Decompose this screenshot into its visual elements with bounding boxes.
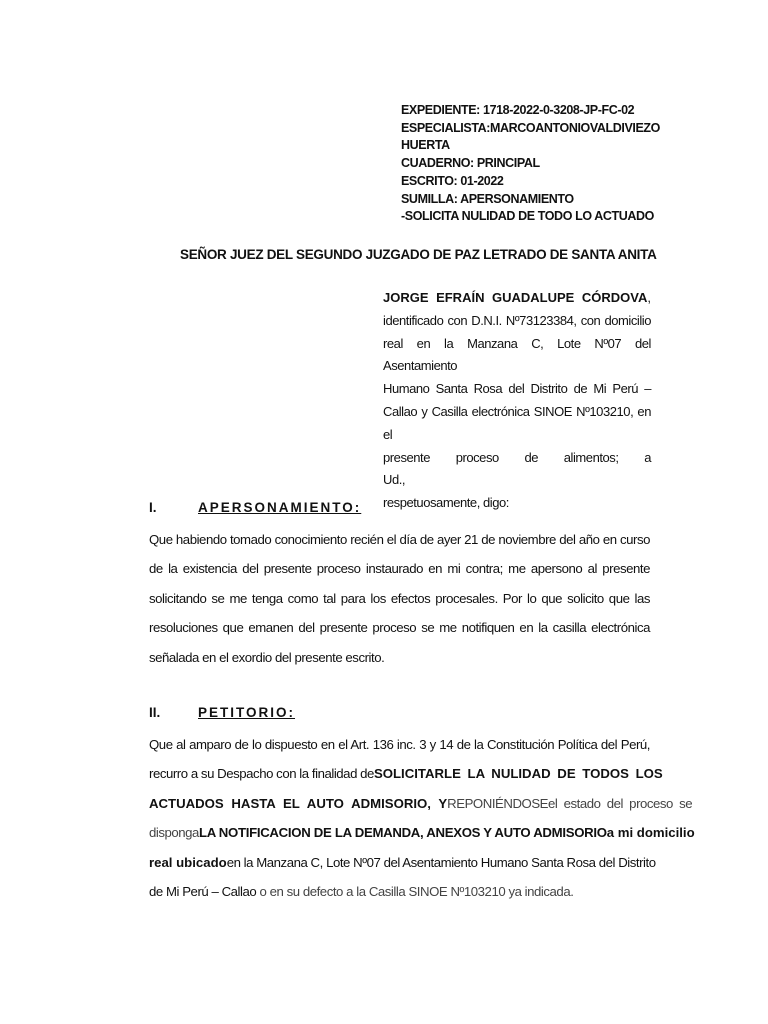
section-2-text: de Mi Perú – Callao: [149, 884, 257, 900]
section-2-text: Que al amparo de lo dispuesto en el Art. 136 inc. 3 y 14 de la Constitución Política del Perú,: [149, 737, 650, 752]
section-1-text: resoluciones que emanen del presente proceso se me notifiquen en la casilla electrónica: [149, 620, 650, 636]
escrito-line: ESCRITO: 01-2022: [401, 173, 504, 188]
party-name: [383, 287, 651, 310]
section-2-text: ya indicada.: [508, 884, 574, 900]
case-header: [401, 102, 660, 226]
section-2-line: [149, 877, 650, 906]
section-2-text: recurro a su Despacho con la finalidad de: [149, 766, 374, 782]
section-2-bold: real ubicado: [149, 854, 227, 870]
section-2-bold: a mi domicilio: [606, 825, 695, 841]
party-line: presente proceso de alimentos; a Ud.,: [383, 449, 651, 488]
section-1-heading: [149, 500, 361, 515]
party-line: respetuosamente, digo:: [383, 495, 509, 511]
section-2-line: [149, 818, 695, 847]
section-2-body: [149, 730, 695, 906]
especialista-word: ANTONIO: [535, 120, 590, 135]
section-2-label: PETITORIO:: [198, 705, 296, 720]
addressee-title: SEÑOR JUEZ DEL SEGUNDO JUZGADO DE PAZ LETRADO DE SANTA ANITA: [180, 247, 657, 262]
section-2-number: II.: [149, 705, 161, 720]
sumilla-line: SUMILLA: APERSONAMIENTO: [401, 191, 574, 206]
section-2-text: disponga: [149, 825, 199, 841]
party-name-word: JORGE: [383, 290, 429, 305]
expediente-line: EXPEDIENTE: 1718-2022-0-3208-JP-FC-02: [401, 103, 635, 117]
party-line: identificado con D.N.I. Nº73123384, con domicilio: [383, 312, 651, 328]
especialista-word: ESPECIALISTA:: [401, 120, 491, 135]
section-2-text: el estado del proceso se: [548, 795, 693, 811]
section-1-text: señalada en el exordio del presente escrito.: [149, 649, 385, 665]
section-1-line: [149, 613, 650, 642]
party-line: real en la Manzana C, Lote Nº07 del Asentamiento: [383, 335, 651, 374]
party-line: Callao y Casilla electrónica SINOE Nº103210, en el: [383, 403, 651, 442]
party-name-last: [582, 287, 651, 310]
section-2-bold: ACTUADOS HASTA EL AUTO ADMISORIO, Y: [149, 795, 448, 811]
section-1-line: [149, 554, 650, 583]
especialista-line: [401, 120, 660, 138]
party-name-word: CÓRDOVA: [581, 290, 648, 305]
section-2-line: [149, 848, 656, 877]
section-2-bold: SOLICITARLE LA NULIDAD DE TODOS LOS: [373, 766, 663, 782]
especialista-word: VALDIVIEZO: [589, 120, 660, 135]
party-name-word: EFRAÍN: [436, 290, 485, 305]
section-2-line: [149, 730, 650, 759]
section-2-text: en la Manzana C, Lote Nº07 del Asentamiento Humano Santa Rosa del Distrito: [226, 854, 656, 870]
party-block: [383, 287, 651, 515]
section-1-text: solicitando se me tenga como tal para los efectos procesales. Por lo que solicito que las: [149, 590, 650, 606]
section-1-text: de la existencia del presente proceso instaurado en mi contra; me apersono al presente: [149, 561, 650, 577]
section-1-number: I.: [149, 500, 157, 515]
section-2-heading: [149, 705, 295, 720]
section-1-label: APERSONAMIENTO:: [198, 500, 362, 515]
party-line: Humano Santa Rosa del Distrito de Mi Perú –: [383, 381, 651, 397]
party-name-word: GUADALUPE: [492, 290, 575, 305]
section-2-bold: LA NOTIFICACION DE LA DEMANDA, ANEXOS Y AUTO ADMISORIO: [198, 825, 607, 841]
cuaderno-line: CUADERNO: PRINCIPAL: [401, 156, 540, 171]
section-1-line: [149, 584, 650, 613]
section-1-text: Que habiendo tomado conocimiento recién el día de ayer 21 de noviembre del año en curso: [149, 532, 650, 547]
party-name-suffix: ,: [647, 290, 651, 305]
especialista-word: MARCO: [490, 120, 536, 135]
section-2-line: [149, 789, 693, 818]
sumilla-line-2: -SOLICITA NULIDAD DE TODO LO ACTUADO: [401, 209, 654, 224]
section-2-text: o en su defecto a la Casilla SINOE Nº103210: [259, 884, 506, 900]
section-2-line: [149, 759, 663, 788]
section-1-body: [149, 525, 650, 672]
section-1-line: [149, 643, 650, 672]
especialista-cont-line: HUERTA: [401, 138, 450, 153]
section-2-text: REPONIÉNDOSE: [447, 795, 549, 811]
section-1-line: [149, 525, 650, 554]
